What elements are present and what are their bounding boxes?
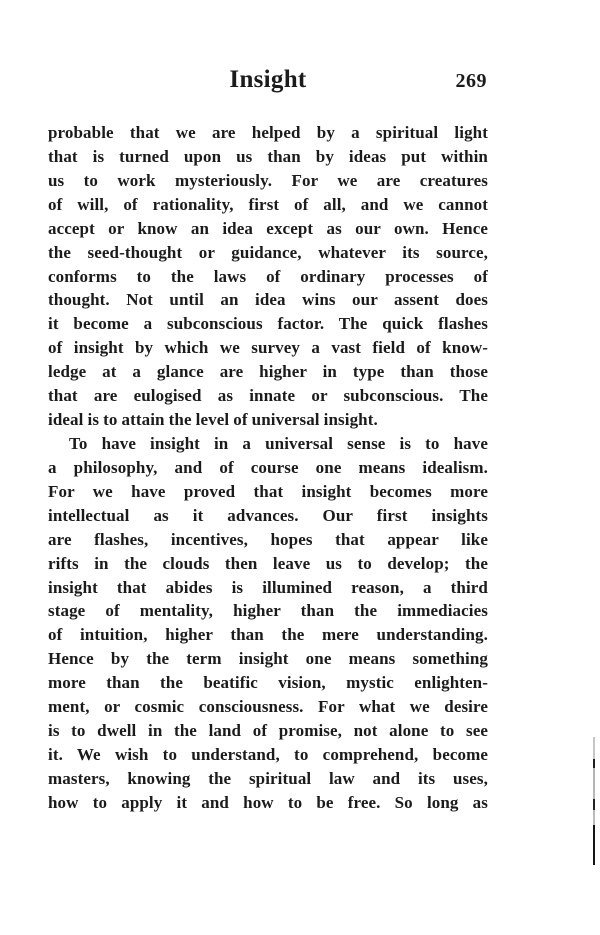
page-number: 269 xyxy=(455,70,487,92)
text-line: ment, or cosmic consciousness. For what we desire xyxy=(48,697,488,717)
chapter-title: Insight xyxy=(229,66,307,93)
text-line: stage of mentality, higher than the immediacies xyxy=(48,601,488,621)
scan-artifact-line xyxy=(593,737,595,865)
text-line: For we have proved that insight becomes more xyxy=(48,481,488,501)
text-line: ledge at a glance are higher in type than those xyxy=(48,362,488,382)
text-line: of insight by which we survey a vast field of know- xyxy=(48,338,488,358)
text-line: of will, of rationality, first of all, and we cannot xyxy=(48,194,488,214)
text-line: Hence by the term insight one means something xyxy=(48,649,488,669)
text-line: intellectual as it advances. Our first insights xyxy=(48,505,488,525)
text-line: probable that we are helped by a spiritual light xyxy=(48,123,488,142)
text-line: us to work mysteriously. For we are creatures xyxy=(48,170,488,190)
text-line: of intuition, higher than the mere understanding. xyxy=(48,625,488,645)
text-line: To have insight in a universal sense is to have xyxy=(69,433,488,453)
paragraph xyxy=(48,432,488,815)
text-line: a philosophy, and of course one means idealism. xyxy=(48,457,488,477)
text-line: accept or know an idea except as our own. Hence xyxy=(48,218,488,238)
text-line: more than the beatific vision, mystic enlighten- xyxy=(48,673,488,693)
body-text xyxy=(48,121,488,815)
text-line: the seed-thought or guidance, whatever its source, xyxy=(48,242,488,262)
text-line: insight that abides is illumined reason, a third xyxy=(48,577,488,597)
text-line: are flashes, incentives, hopes that appear like xyxy=(48,529,488,549)
text-line: it become a subconscious factor. The quick flashes xyxy=(48,314,488,334)
text-line: conforms to the laws of ordinary processes of xyxy=(48,266,488,286)
text-line: how to apply it and how to be free. So long as xyxy=(48,792,488,812)
text-line: that is turned upon us than by ideas put within xyxy=(48,146,488,166)
text-line: thought. Not until an idea wins our assent does xyxy=(48,290,488,310)
text-line: rifts in the clouds then leave us to develop; the xyxy=(48,553,488,573)
text-line: it. We wish to understand, to comprehend, become xyxy=(48,744,488,764)
text-line: ideal is to attain the level of universal insight. xyxy=(48,410,378,430)
text-line: that are eulogised as innate or subconscious. The xyxy=(48,386,488,406)
paragraph xyxy=(48,121,488,432)
page-header xyxy=(48,66,488,100)
text-line: masters, knowing the spiritual law and its uses, xyxy=(48,768,488,788)
text-line: is to dwell in the land of promise, not alone to see xyxy=(48,721,488,741)
